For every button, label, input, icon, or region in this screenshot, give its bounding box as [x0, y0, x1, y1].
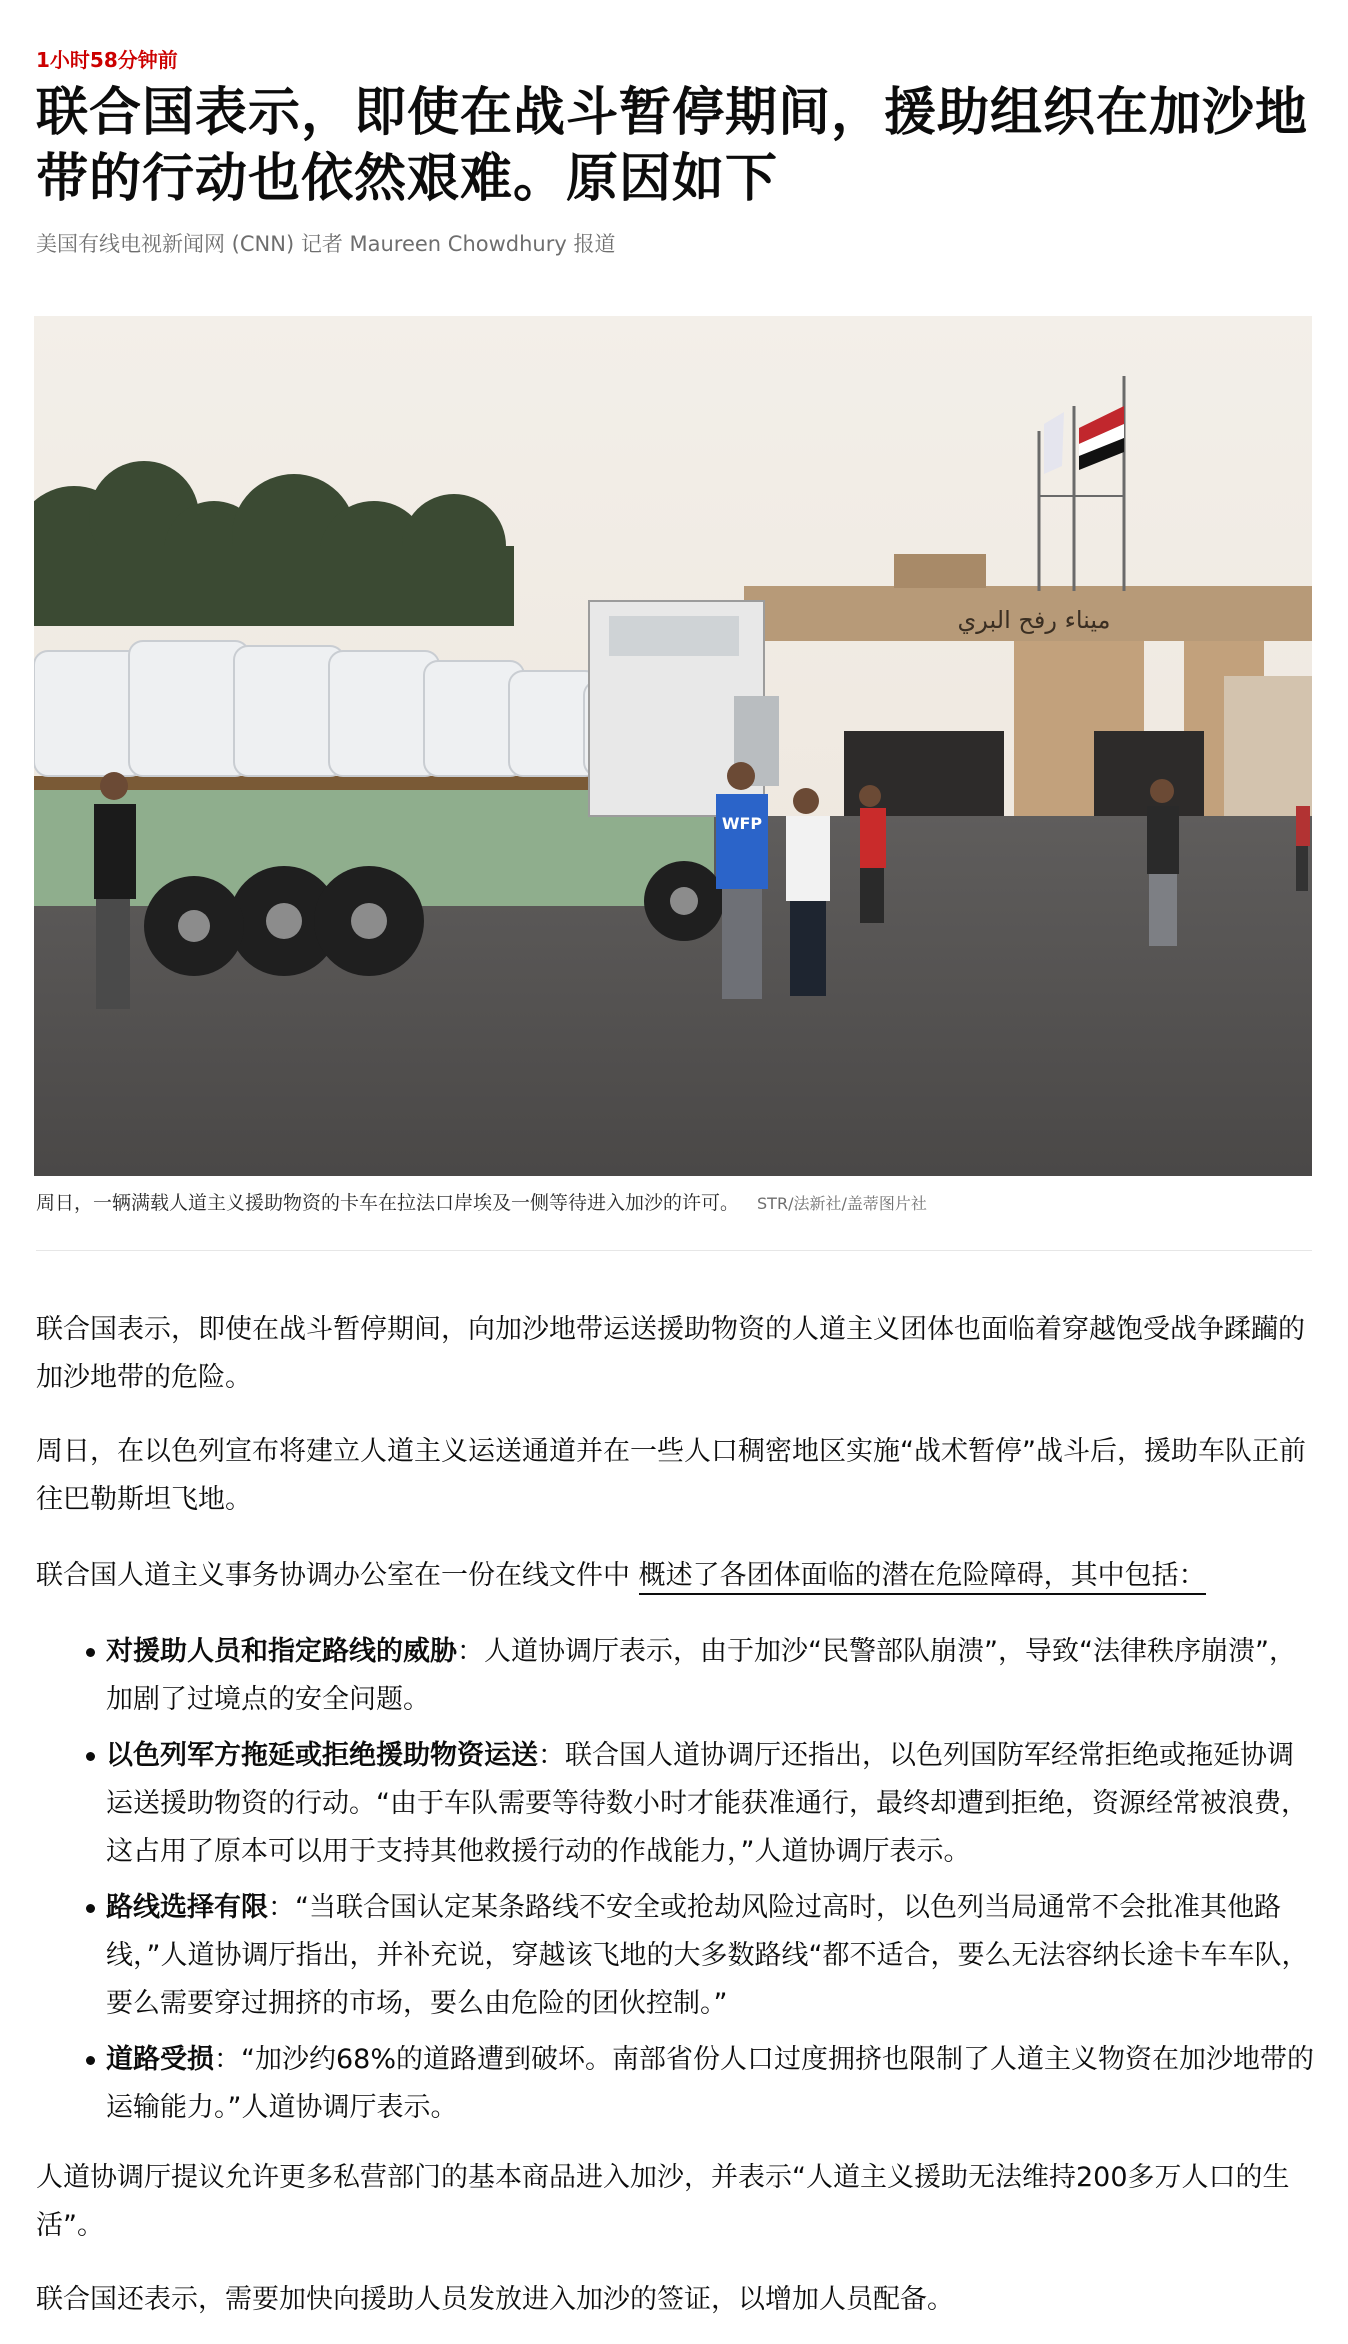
obstacle-list	[36, 1628, 1316, 2132]
article-photo	[34, 316, 1312, 1176]
list-item	[36, 2036, 1316, 2132]
list-item-title: 路线选择有限	[106, 1892, 268, 1923]
list-item	[36, 1884, 1316, 2028]
paragraph-5: 联合国还表示，需要加快向援助人员发放进入加沙的签证，以增加人员配备。	[36, 2284, 954, 2315]
list-item-text: ：“加沙约68%的道路遭到破坏。南部省份人口过度拥挤也限制了人道主义物资在加沙地带的运输能力。”人道协调厅表示。	[106, 2044, 1314, 2123]
caption-divider	[36, 1250, 1312, 1251]
list-item-title: 对援助人员和指定路线的威胁	[106, 1636, 457, 1667]
article-byline: 美国有线电视新闻网 (CNN) 记者 Maureen Chowdhury 报道	[36, 232, 616, 256]
paragraph-3	[36, 1552, 1316, 1600]
list-item-title: 以色列军方拖延或拒绝援助物资运送	[106, 1740, 538, 1771]
article-timestamp: 1小时58分钟前	[36, 48, 178, 72]
article-headline: 联合国表示，即使在战斗暂停期间，援助组织在加沙地带的行动也依然艰难。原因如下	[36, 83, 1309, 209]
list-item-text: ：联合国人道协调厅还指出，以色列国防军经常拒绝或拖延协调运送援助物资的行动。“由于车队需要等待数小时才能获准通行，最终却遭到拒绝，资源经常被浪费，这占用了原本可以用于支持其他救援行动的作战能力，”人道协调厅表示。	[106, 1740, 1308, 1867]
list-item-text: ：人道协调厅表示，由于加沙“民警部队崩溃”，导致“法律秩序崩溃”，加剧了过境点的安全问题。	[106, 1636, 1296, 1715]
paragraph-4: 人道协调厅提议允许更多私营部门的基本商品进入加沙，并表示“人道主义援助无法维持200多万人口的生活”。	[36, 2162, 1290, 2241]
list-item	[36, 1628, 1316, 1724]
list-item-title: 道路受损	[106, 2044, 214, 2075]
photo-caption-text: 周日，一辆满载人道主义援助物资的卡车在拉法口岸埃及一侧等待进入加沙的许可。	[36, 1192, 740, 1214]
photo-credit: STR/法新社/盖蒂图片社	[757, 1194, 927, 1213]
list-item	[36, 1732, 1316, 1876]
wfp-shirt-text: WFP	[721, 814, 763, 833]
list-item-text: ：“当联合国认定某条路线不安全或抢劫风险过高时，以色列当局通常不会批准其他路线，”人道协调厅指出，并补充说，穿越该飞地的大多数路线“都不适合，要么无法容纳长途卡车车队，要么需要穿过拥挤的市场，要么由危险的团伙控制。”	[106, 1892, 1309, 2019]
paragraph-3-text: 联合国人道主义事务协调办公室在一份在线文件中	[36, 1560, 639, 1591]
paragraph-2: 周日，在以色列宣布将建立人道主义运送通道并在一些人口稠密地区实施“战术暂停”战斗后，援助车队正前往巴勒斯坦飞地。	[36, 1436, 1306, 1515]
photo-caption	[36, 1188, 927, 1215]
ocha-document-link[interactable]: 概述了各团体面临的潜在危险障碍，其中包括：	[639, 1560, 1206, 1595]
gate-sign: ميناء رفح البري	[957, 606, 1111, 634]
paragraph-1: 联合国表示，即使在战斗暂停期间，向加沙地带运送援助物资的人道主义团体也面临着穿越饱受战争蹂躏的加沙地带的危险。	[36, 1314, 1305, 1393]
